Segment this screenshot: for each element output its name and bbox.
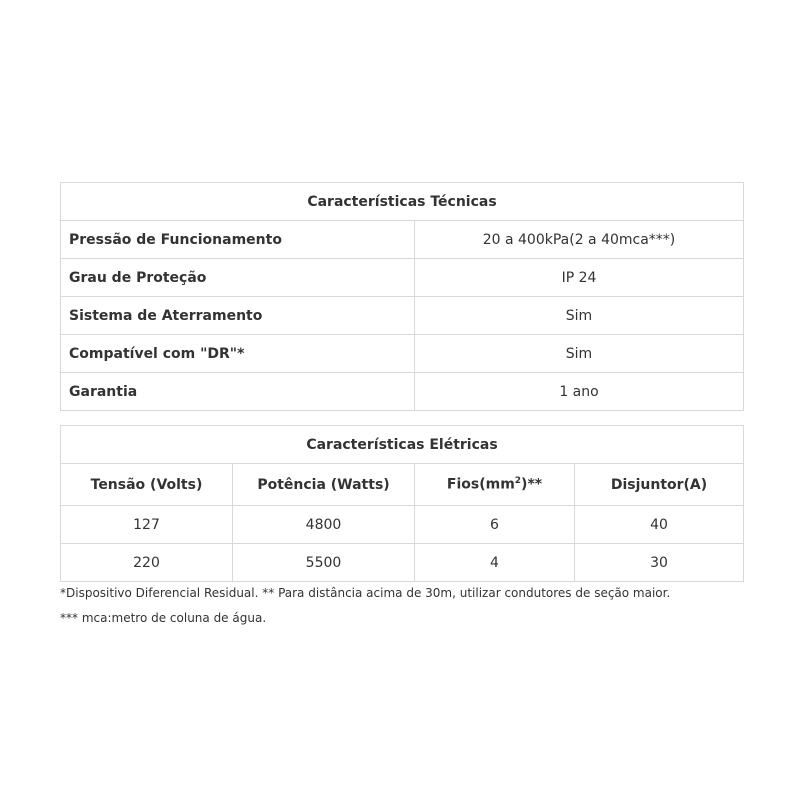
cell-fios: 6 — [415, 506, 575, 544]
column-header-tensao: Tensão (Volts) — [61, 464, 233, 506]
column-header-disjuntor: Disjuntor(A) — [575, 464, 744, 506]
fios-suffix: )** — [521, 476, 543, 493]
cell-tensao: 220 — [61, 544, 233, 582]
cell-disjuntor: 40 — [575, 506, 744, 544]
spec-label: Compatível com "DR"* — [61, 335, 415, 373]
spec-value: Sim — [415, 297, 744, 335]
table-row — [61, 221, 744, 259]
cell-disjuntor: 30 — [575, 544, 744, 582]
table-title: Características Técnicas — [61, 183, 744, 221]
cell-potencia: 5500 — [233, 544, 415, 582]
spec-label: Grau de Proteção — [61, 259, 415, 297]
electrical-specs-table — [60, 425, 744, 582]
spec-value: 20 a 400kPa(2 a 40mca***) — [415, 221, 744, 259]
fios-superscript: 2 — [514, 476, 522, 487]
cell-tensao: 127 — [61, 506, 233, 544]
fios-label: Fios(mm — [446, 476, 515, 493]
column-header-potencia: Potência (Watts) — [233, 464, 415, 506]
table-header-row — [61, 464, 744, 506]
column-header-fios — [415, 464, 575, 506]
footnote: *** mca:metro de coluna de água. — [60, 611, 267, 625]
technical-specs-table — [60, 182, 744, 411]
spec-label: Garantia — [61, 373, 415, 411]
cell-fios: 4 — [415, 544, 575, 582]
footnote: *Dispositivo Diferencial Residual. ** Para distância acima de 30m, utilizar condutores de seção maior. — [60, 586, 671, 600]
spec-value: 1 ano — [415, 373, 744, 411]
table-row — [61, 297, 744, 335]
table-row — [61, 506, 744, 544]
spec-label: Pressão de Funcionamento — [61, 221, 415, 259]
table-row — [61, 259, 744, 297]
table-row — [61, 335, 744, 373]
cell-potencia: 4800 — [233, 506, 415, 544]
spec-value: IP 24 — [415, 259, 744, 297]
table-title: Características Elétricas — [61, 426, 744, 464]
spec-label: Sistema de Aterramento — [61, 297, 415, 335]
table-row — [61, 373, 744, 411]
spec-value: Sim — [415, 335, 744, 373]
table-row — [61, 544, 744, 582]
